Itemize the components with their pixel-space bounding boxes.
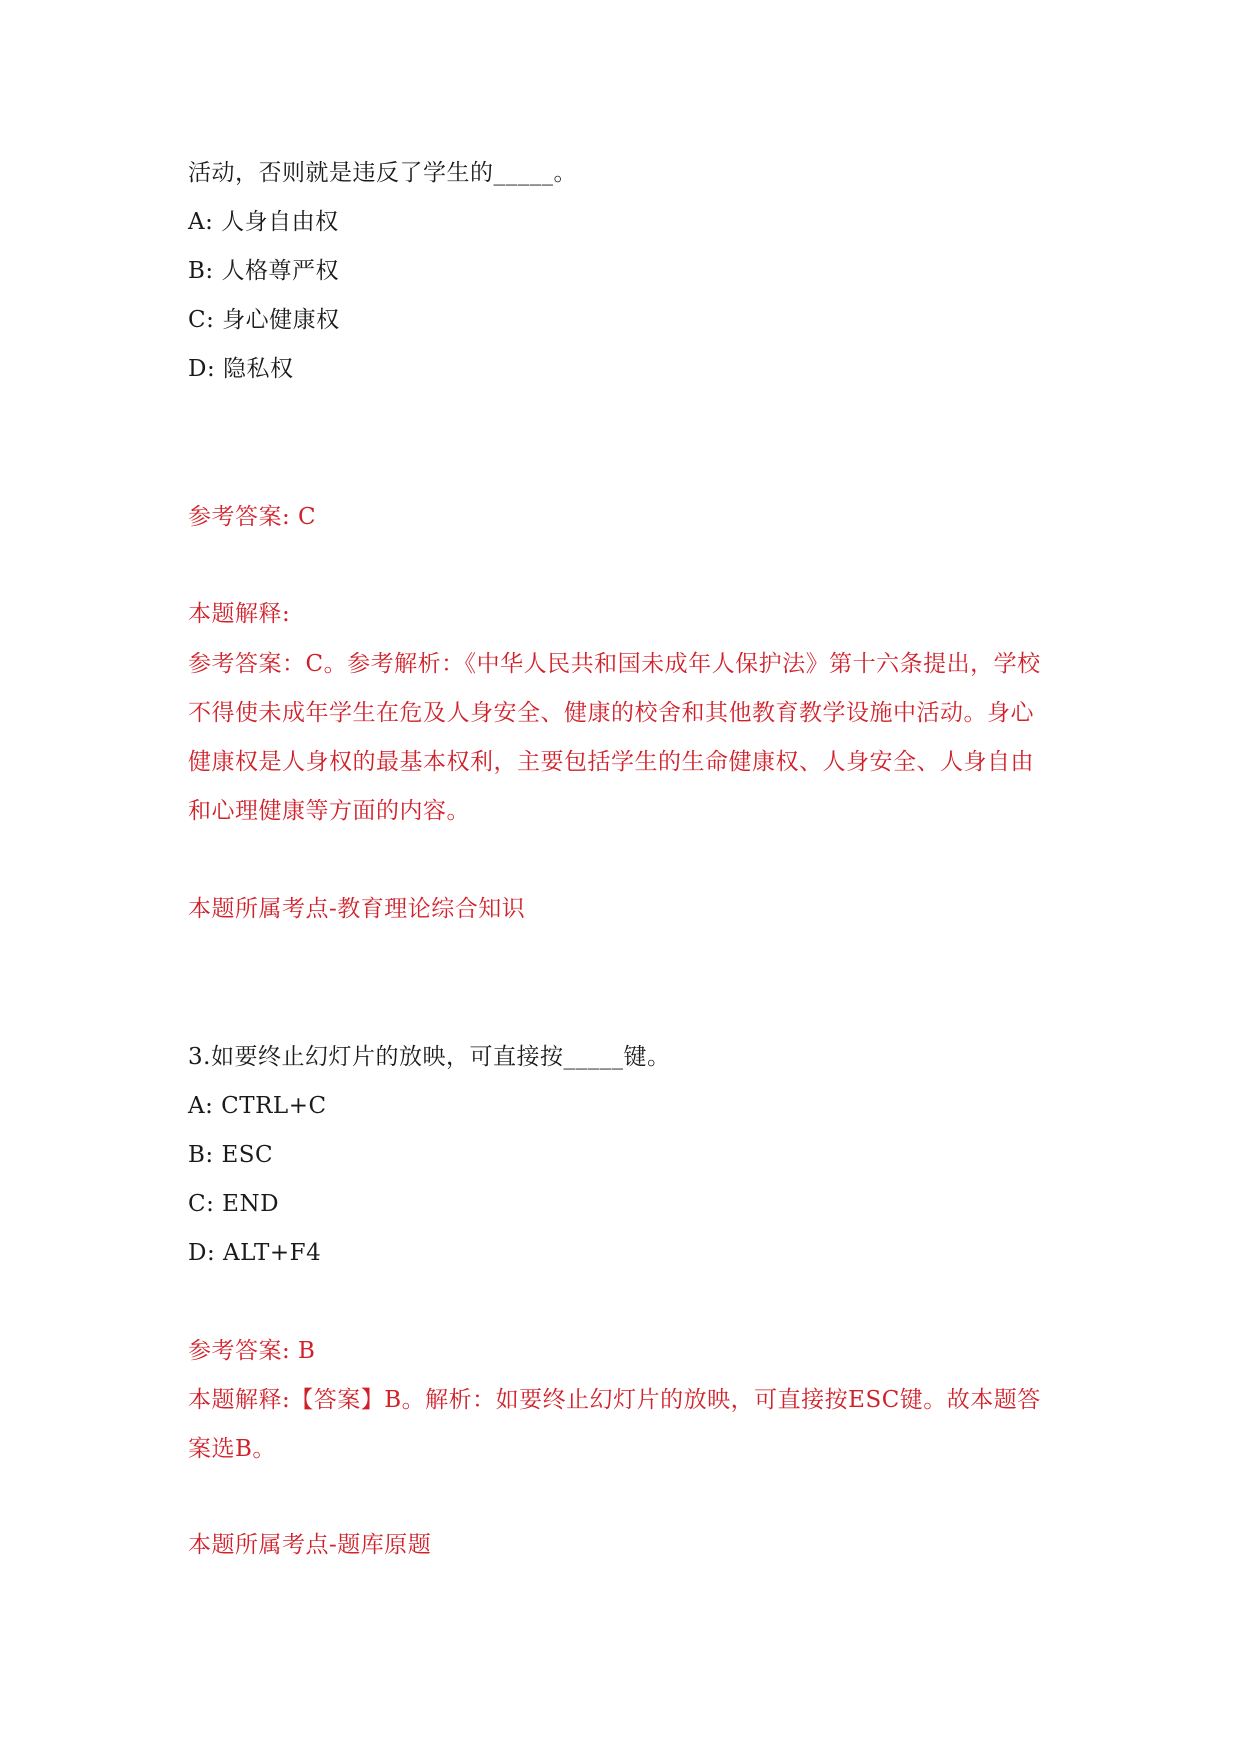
question-stem: 3.如要终止幻灯片的放映，可直接按_____键。 (188, 1044, 671, 1070)
option-d: D: 隐私权 (188, 356, 294, 382)
option-a: A: CTRL+C (188, 1093, 327, 1119)
option-c: C: END (188, 1191, 280, 1217)
answer: 参考答案: B (188, 1338, 316, 1364)
option-b: B: 人格尊严权 (188, 258, 339, 284)
explanation-text: 参考答案：C。参考解析：《中华人民共和国未成年人保护法》第十六条提出，学校不得使未成年学生在危及人身安全、健康的校舍和其他教育教学设施中活动。身心健康权是人身权的最基本权利，主要包括学生的生命健康权、人身安全、人身自由和心理健康等方面的内容。 (188, 651, 1041, 824)
option-d: D: ALT+F4 (188, 1240, 322, 1266)
topic-label: 本题所属考点-教育理论综合知识 (188, 896, 526, 922)
explanation-text: 本题解释:【答案】B。解析：如要终止幻灯片的放映，可直接按ESC键。故本题答案选B。 (188, 1387, 1041, 1462)
option-b: B: ESC (188, 1142, 274, 1168)
answer: 参考答案: C (188, 504, 317, 530)
option-c: C: 身心健康权 (188, 307, 340, 333)
question-stem: 活动，否则就是违反了学生的_____。 (188, 160, 577, 186)
topic-label: 本题所属考点-题库原题 (188, 1532, 432, 1558)
option-a: A: 人身自由权 (188, 209, 339, 235)
explanation-label: 本题解释: (188, 601, 291, 627)
